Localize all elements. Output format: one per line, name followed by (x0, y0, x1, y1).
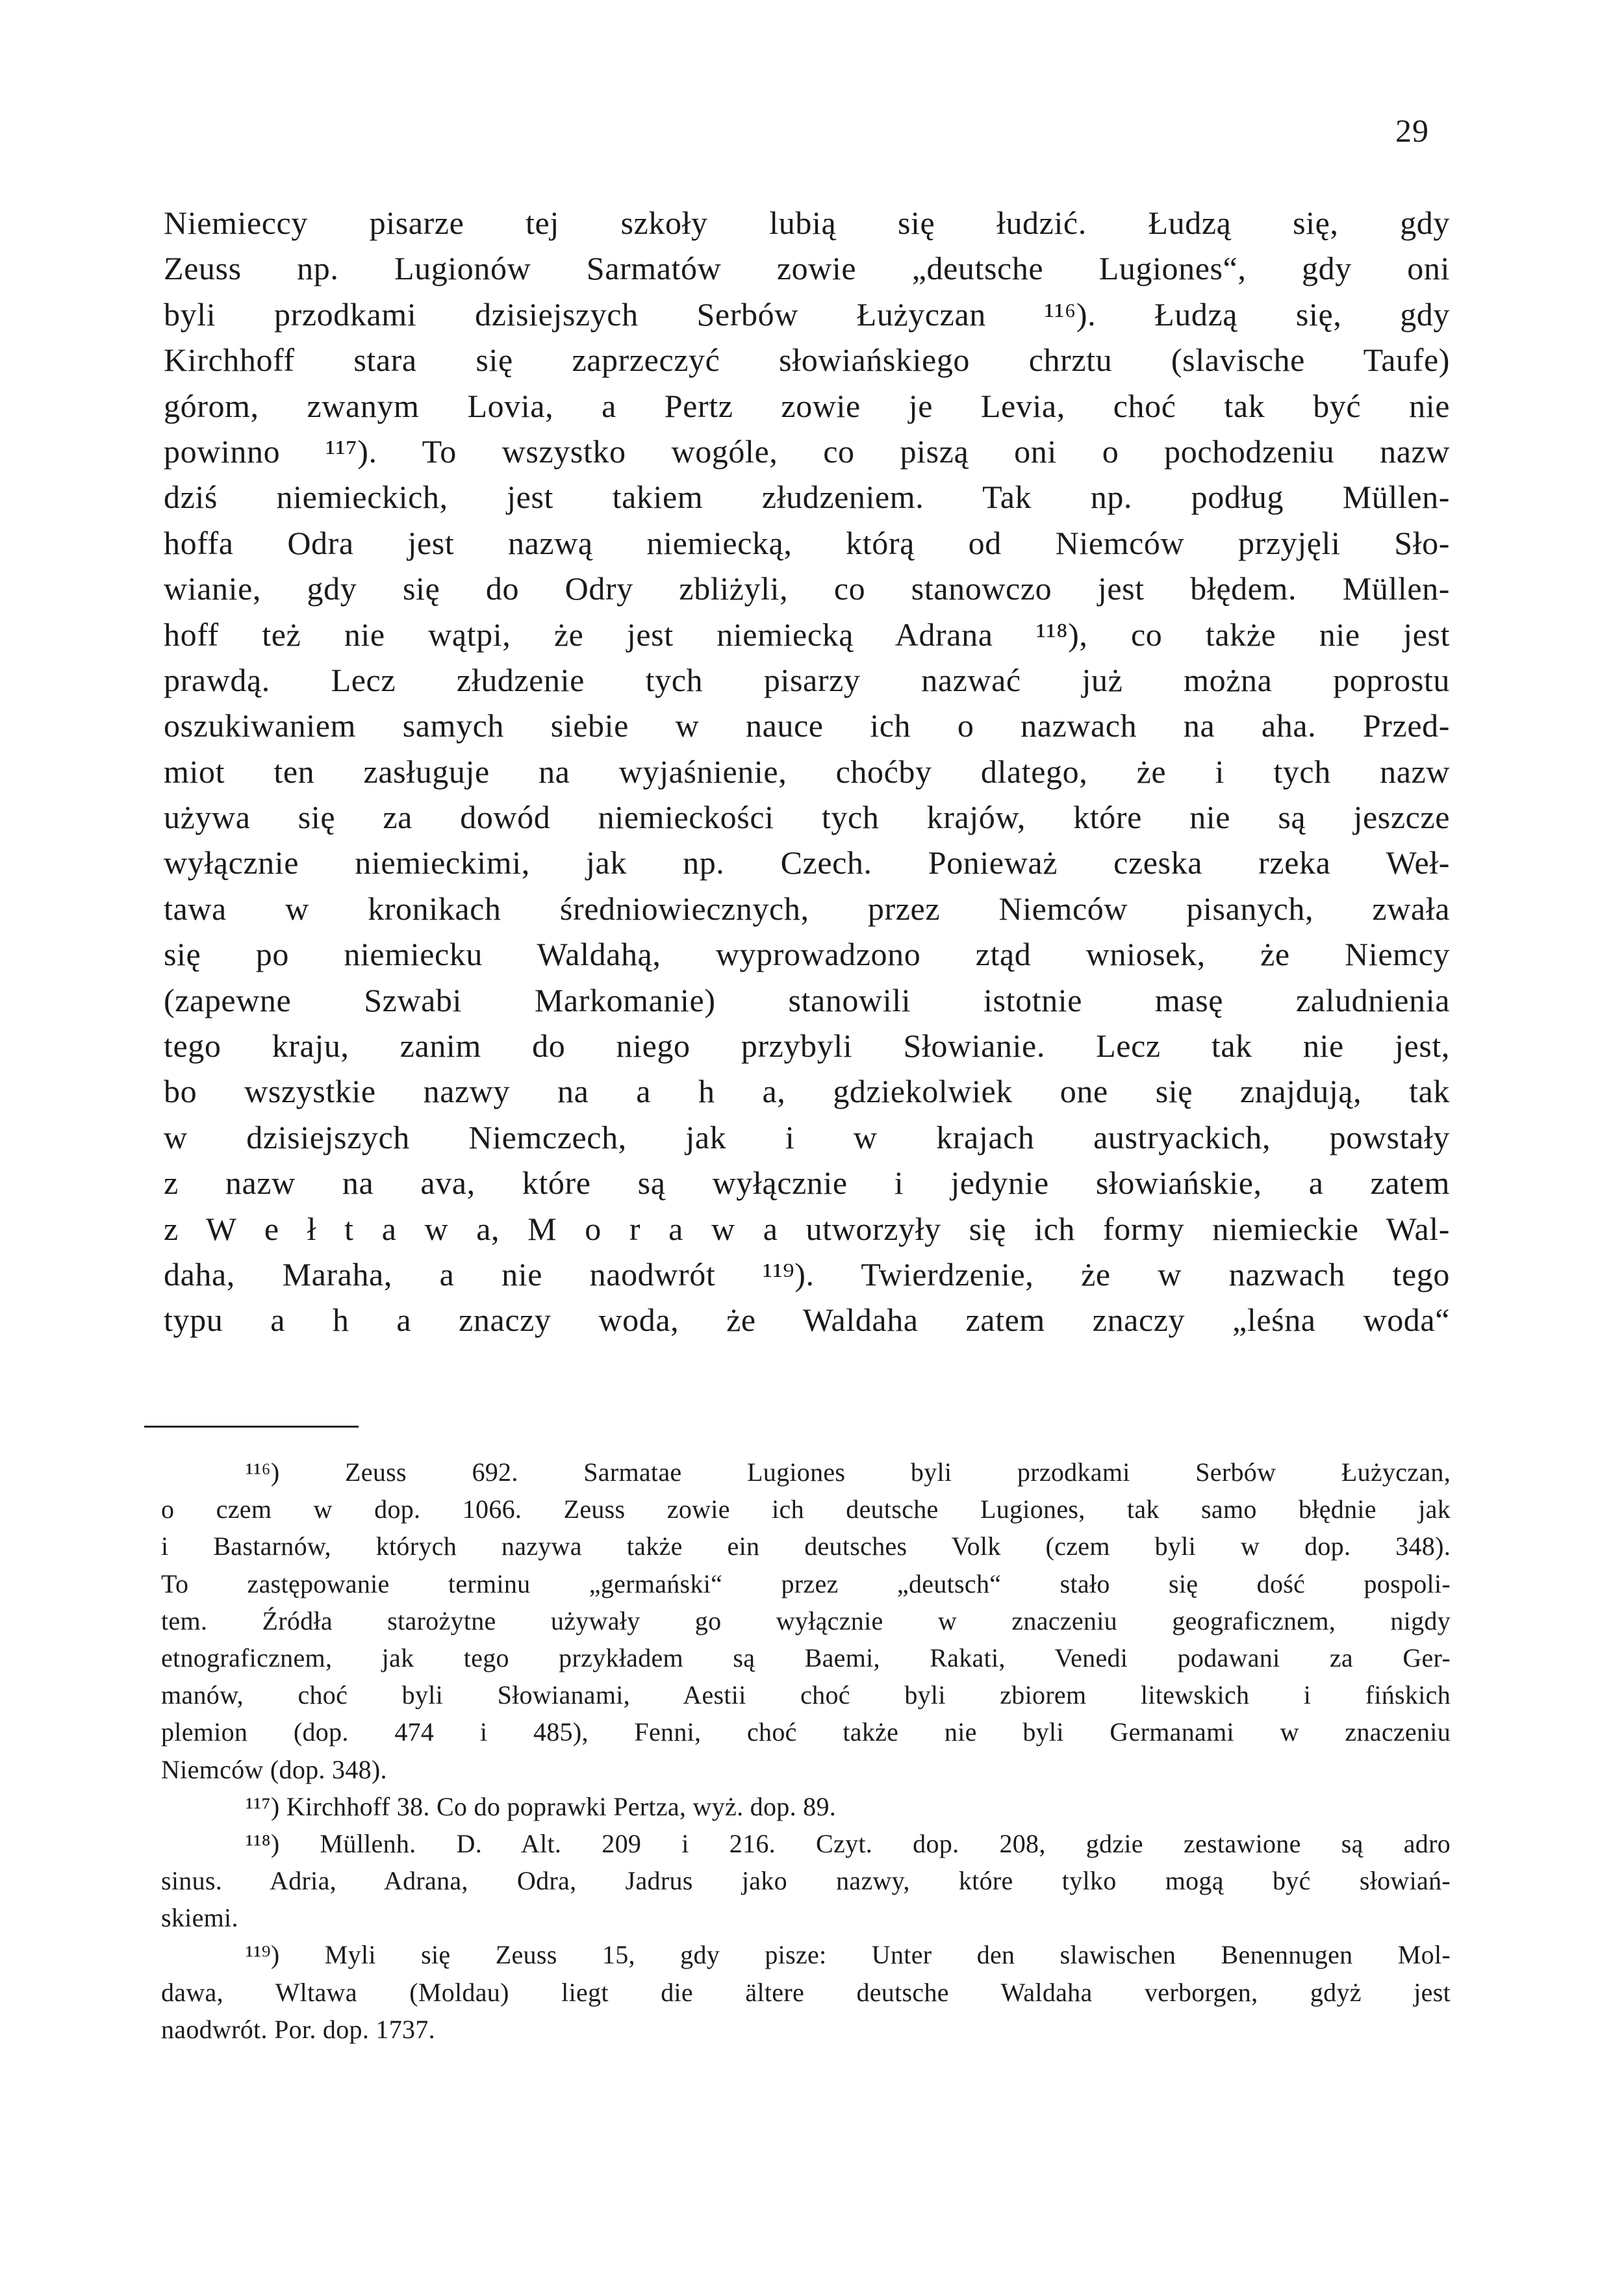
footnote-line: naodwrót. Por. dop. 1737. (161, 2014, 435, 2044)
footnote-line: dawa, Wltawa (Moldau) liegt die ältere deutsche Waldaha verborgen, gdyż jest (161, 1977, 1451, 2007)
text-line: oszukiwaniem samych siebie w nauce ich o nazwach na aha. Przed- (164, 707, 1450, 744)
text-line: górom, zwanym Lovia, a Pertz zowie je Levia, choć tak być nie (164, 387, 1450, 424)
text-line: byli przodkami dzisiejszych Serbów Łużyczan ¹¹⁶). Łudzą się, gdy (164, 296, 1450, 333)
text-line: typu a h a znaczy woda, że Waldaha zatem znaczy „leśna woda“ (164, 1302, 1450, 1339)
text-line: daha, Maraha, a nie naodwrót ¹¹⁹). Twierdzenie, że w nazwach tego (164, 1255, 1450, 1293)
text-line: hoffa Odra jest nazwą niemiecką, którą od Niemców przyjęli Sło- (164, 524, 1450, 561)
text-line: Kirchhoff stara się zaprzeczyć słowiańskiego chrztu (slavische Taufe) (164, 342, 1450, 379)
footnote-line: To zastępowanie terminu „germański“ przez „deutsch“ stało się dość pospoli- (161, 1569, 1451, 1598)
text-line: Niemieccy pisarze tej szkoły lubią się łudzić. Łudzą się, gdy (164, 205, 1450, 241)
text-line: z W e ł t a w a, M o r a w a utworzyły się ich formy niemieckie Wal- (164, 1210, 1450, 1247)
footnote-line: manów, choć byli Słowianami, Aestii choć byli zbiorem litewskich i fińskich (161, 1680, 1451, 1710)
footnote-line: tem. Źródła starożytne używały go wyłącznie w znaczeniu geograficznem, nigdy (161, 1606, 1451, 1635)
footnote-line: Niemców (dop. 348). (161, 1754, 387, 1784)
text-line: hoff też nie wątpi, że jest niemiecką Adrana ¹¹⁸), co także nie jest (164, 616, 1450, 653)
footnote-line: o czem w dop. 1066. Zeuss zowie ich deutsche Lugiones, tak samo błędnie jak (161, 1495, 1451, 1524)
text-line: Zeuss np. Lugionów Sarmatów zowie „deutsche Lugiones“, gdy oni (164, 250, 1450, 287)
footnote-divider (144, 1426, 359, 1428)
page-number: 29 (1395, 112, 1429, 149)
footnotes (161, 1454, 1451, 2048)
text-line: w dzisiejszych Niemczech, jak i w krajach austryackich, powstały (164, 1118, 1450, 1155)
text-line: tawa w kronikach średniowiecznych, przez Niemców pisanych, zwała (164, 890, 1450, 927)
footnote-line: etnograficznem, jak tego przykładem są Baemi, Rakati, Venedi podawani za Ger- (161, 1643, 1451, 1672)
main-text (164, 200, 1450, 1343)
footnote-line: skiemi. (161, 1903, 238, 1933)
footnote-line: ¹¹⁹) Myli się Zeuss 15, gdy pisze: Unter den slawischen Benennugen Mol- (246, 1940, 1451, 1970)
text-line: miot ten zasługuje na wyjaśnienie, choćby dlatego, że i tych nazw (164, 753, 1450, 790)
text-line: (zapewne Szwabi Markomanie) stanowili istotnie masę zaludnienia (164, 981, 1450, 1018)
text-line: bo wszystkie nazwy na a h a, gdziekolwiek one się znajdują, tak (164, 1073, 1450, 1110)
footnote-line: ¹¹⁶) Zeuss 692. Sarmatae Lugiones byli przodkami Serbów Łużyczan, (246, 1457, 1451, 1487)
text-line: powinno ¹¹⁷). To wszystko wogóle, co piszą oni o pochodzeniu nazw (164, 433, 1450, 470)
footnote-line: plemion (dop. 474 i 485), Fenni, choć także nie byli Germanami w znaczeniu (161, 1717, 1451, 1747)
text-line: wyłącznie niemieckimi, jak np. Czech. Ponieważ czeska rzeka Weł- (164, 844, 1450, 881)
text-line: dziś niemieckich, jest takiem złudzeniem. Tak np. podług Müllen- (164, 479, 1450, 516)
footnote-line: ¹¹⁷) Kirchhoff 38. Co do poprawki Pertza, wyż. dop. 89. (246, 1791, 837, 1821)
footnote-line: ¹¹⁸) Müllenh. D. Alt. 209 i 216. Czyt. dop. 208, gdzie zestawione są adro (246, 1828, 1451, 1858)
footnote-line: i Bastarnów, których nazywa także ein deutsches Volk (czem byli w dop. 348). (161, 1532, 1451, 1561)
text-line: z nazw na ava, które są wyłącznie i jedynie słowiańskie, a zatem (164, 1165, 1450, 1202)
text-line: prawdą. Lecz złudzenie tych pisarzy nazwać już można poprostu (164, 661, 1450, 698)
text-line: się po niemiecku Waldahą, wyprowadzono ztąd wniosek, że Niemcy (164, 936, 1450, 973)
text-line: tego kraju, zanim do niego przybyli Słowianie. Lecz tak nie jest, (164, 1028, 1450, 1065)
footnote-line: sinus. Adria, Adrana, Odra, Jadrus jako nazwy, które tylko mogą być słowiań- (161, 1866, 1451, 1896)
text-line: używa się za dowód niemieckości tych krajów, które nie są jeszcze (164, 799, 1450, 836)
text-line: wianie, gdy się do Odry zbliżyli, co stanowczo jest błędem. Müllen- (164, 570, 1450, 607)
